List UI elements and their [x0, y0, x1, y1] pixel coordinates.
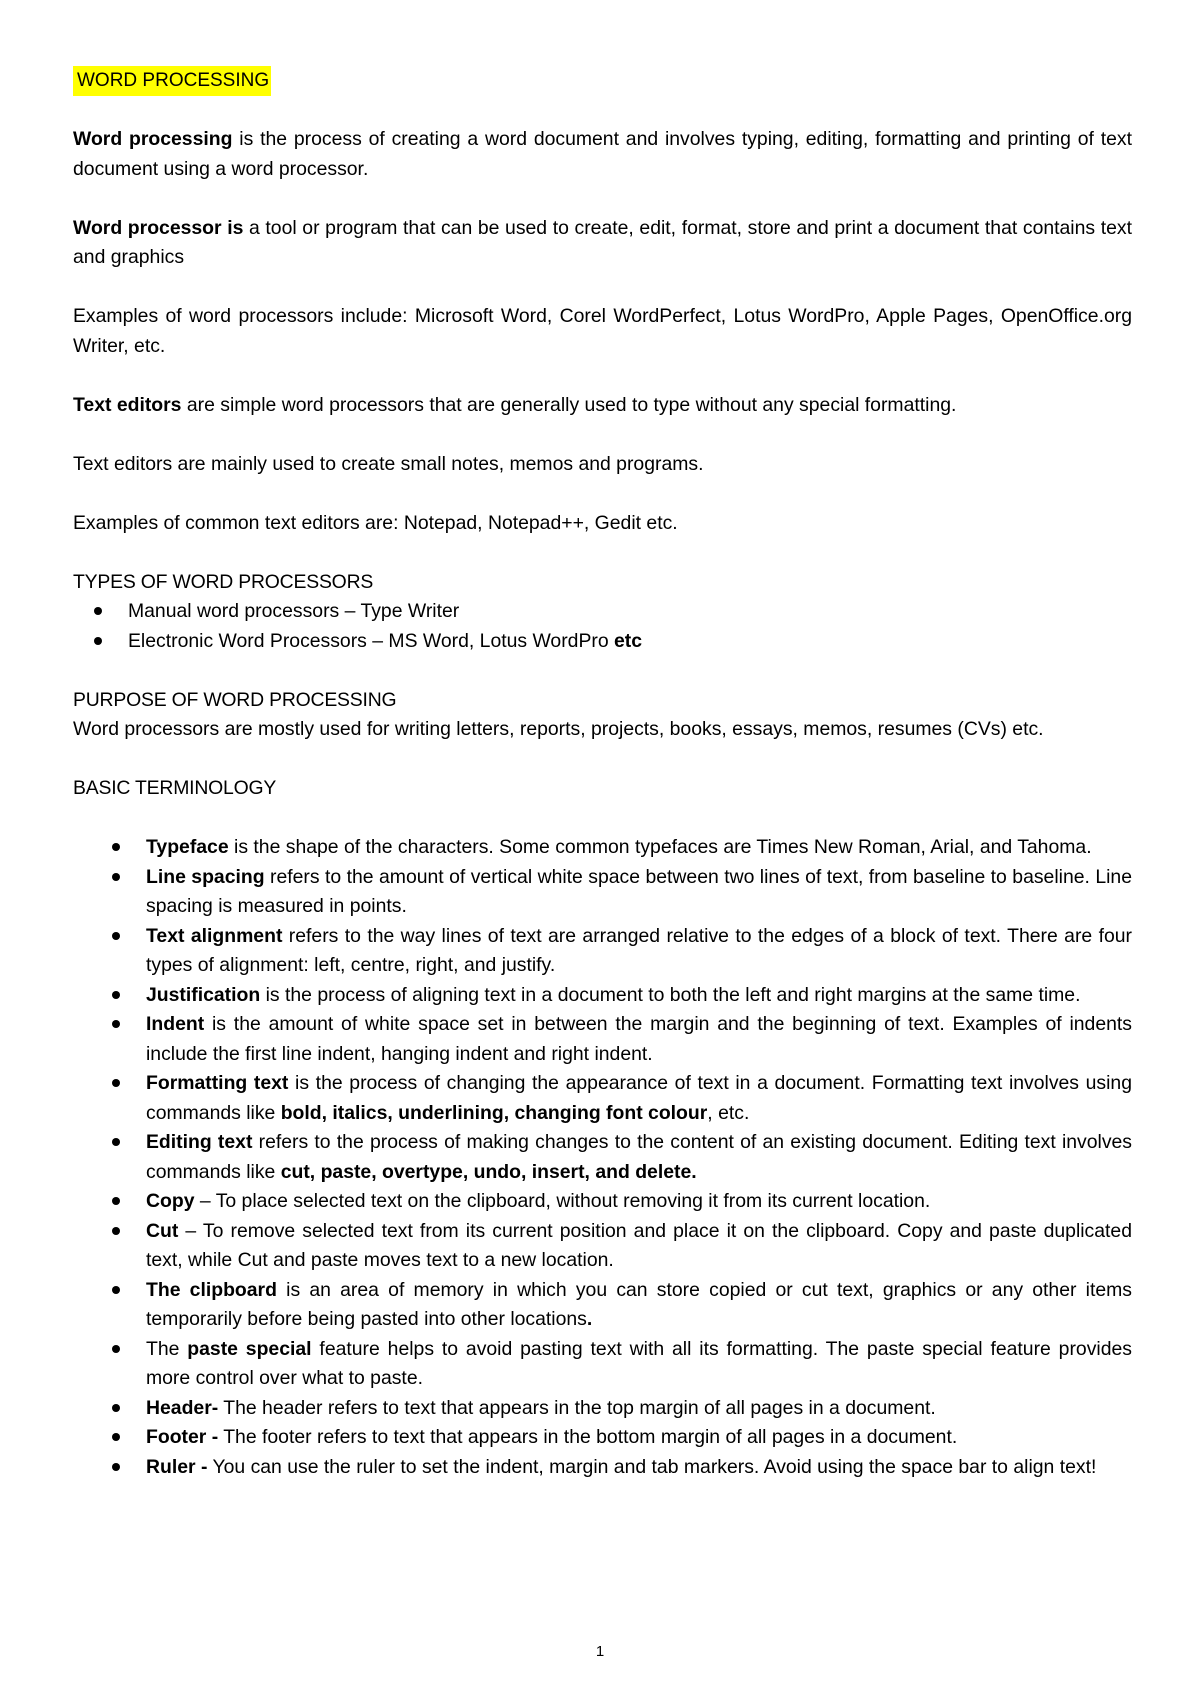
paragraph-purpose: Word processors are mostly used for writing letters, reports, projects, books, essays, memos, resumes (CVs) etc.: [73, 718, 1044, 740]
term: Footer -: [146, 1426, 219, 1448]
term-word-processing: Word processing: [73, 128, 233, 150]
list-item: [73, 1217, 1132, 1276]
list-item-text: Manual word processors – Type Writer: [128, 600, 460, 622]
document-title: WORD PROCESSING: [73, 66, 271, 96]
term: Formatting text: [146, 1072, 289, 1094]
heading-purpose: PURPOSE OF WORD PROCESSING: [73, 688, 397, 711]
heading-types: TYPES OF WORD PROCESSORS: [73, 570, 374, 593]
terminology-list: [73, 833, 1132, 1482]
term-definition: The header refers to text that appears in the top margin of all pages in a document.: [218, 1396, 936, 1419]
term-definition: You can use the ruler to set the indent, margin and tab markers. Avoid using the space bar to align text!: [207, 1455, 1097, 1478]
list-item: [73, 1276, 1132, 1335]
term-definition: – To remove selected text from its current position and place it on the clipboard. Copy and paste duplicated text, while Cut and paste moves text to a new location.: [146, 1219, 1132, 1271]
list-item: [73, 1453, 1132, 1483]
title-line: [73, 66, 1132, 96]
term: The clipboard: [146, 1278, 277, 1301]
term-definition: feature helps to avoid pasting text with all its formatting. The paste special feature provides more control over what to paste.: [146, 1337, 1132, 1389]
term-definition: is the amount of white space set in between the margin and the beginning of text. Examples of indents include the first line indent, hanging indent and right indent.: [146, 1013, 1132, 1065]
term-commands: bold, italics, underlining, changing font colour: [280, 1101, 708, 1124]
term: Header-: [146, 1396, 219, 1419]
definition-text: is the process of creating a word document and involves typing, editing, formatting and printing of text document using a word processor.: [73, 128, 1132, 180]
term: Indent: [146, 1013, 205, 1035]
term-definition: – To place selected text on the clipboard, without removing it from its current location.: [194, 1190, 931, 1212]
term-lead: The: [146, 1337, 188, 1360]
paragraph-word-processing: [73, 125, 1132, 184]
term-definition: refers to the process of making changes to the content of an existing document. Editing text involves commands like: [146, 1131, 1132, 1183]
term-word-processor: Word processor is: [73, 216, 244, 239]
list-item: [73, 833, 1132, 863]
term-definition: is an area of memory in which you can store copied or cut text, graphics or any other items temporarily before being pasted into other locations: [146, 1278, 1132, 1330]
term-tail: , etc.: [707, 1101, 750, 1124]
list-item: [73, 922, 1132, 981]
term: Text alignment: [146, 924, 283, 947]
list-item: [73, 981, 1132, 1011]
list-item: [73, 863, 1132, 922]
list-item: [73, 1010, 1132, 1069]
term: Cut: [146, 1219, 179, 1242]
term: Justification: [146, 983, 261, 1006]
term: Typeface: [146, 836, 229, 858]
term-period: .: [586, 1308, 593, 1330]
types-list: [73, 597, 1132, 656]
paragraph-examples-text-editors: Examples of common text editors are: Notepad, Notepad++, Gedit etc.: [73, 511, 678, 534]
list-item: [73, 1069, 1132, 1128]
list-item: [73, 627, 1132, 657]
term-definition: The footer refers to text that appears in the bottom margin of all pages in a document.: [218, 1426, 958, 1448]
paragraph-text-editors-usage: Text editors are mainly used to create small notes, memos and programs.: [73, 452, 704, 475]
paragraph-word-processor: [73, 214, 1132, 273]
term-definition: is the shape of the characters. Some common typefaces are Times New Roman, Arial, and Tahoma.: [228, 836, 1092, 858]
paragraph-examples-word-processors: Examples of word processors include: Microsoft Word, Corel WordPerfect, Lotus WordPro, Apple Pages, OpenOffice.org Writer, etc.: [73, 305, 1132, 357]
term-definition: refers to the amount of vertical white space between two lines of text, from baseline to baseline. Line spacing is measured in points.: [146, 865, 1132, 917]
list-item: [73, 1128, 1132, 1187]
term: Line spacing: [146, 865, 265, 888]
list-item: [73, 1423, 1132, 1453]
heading-terminology: BASIC TERMINOLOGY: [73, 777, 277, 799]
list-item-text: Electronic Word Processors – MS Word, Lotus WordPro: [128, 629, 615, 652]
list-item-bold: etc: [614, 629, 643, 652]
term-definition: refers to the way lines of text are arranged relative to the edges of a block of text. There are four types of alignment: left, centre, right, and justify.: [146, 924, 1132, 976]
term: paste special: [187, 1337, 312, 1360]
term: Editing text: [146, 1131, 253, 1153]
term-definition: is the process of aligning text in a document to both the left and right margins at the same time.: [260, 983, 1081, 1006]
definition-text: are simple word processors that are generally used to type without any special formatting.: [181, 393, 957, 416]
term-commands: cut, paste, overtype, undo, insert, and delete.: [280, 1160, 697, 1183]
term-text-editors: Text editors: [73, 393, 182, 416]
term: Ruler -: [146, 1455, 208, 1478]
list-item: [73, 1394, 1132, 1424]
list-item: [73, 1335, 1132, 1394]
term: Copy: [146, 1190, 195, 1212]
definition-text: a tool or program that can be used to create, edit, format, store and print a document that contains text and graphics: [73, 216, 1132, 268]
paragraph-text-editors: [73, 391, 1132, 421]
page-number: 1: [595, 1643, 605, 1660]
term-definition: is the process of changing the appearance of text in a document. Formatting text involves using commands like: [146, 1072, 1133, 1124]
list-item: [73, 597, 1132, 627]
list-item: [73, 1187, 1132, 1217]
